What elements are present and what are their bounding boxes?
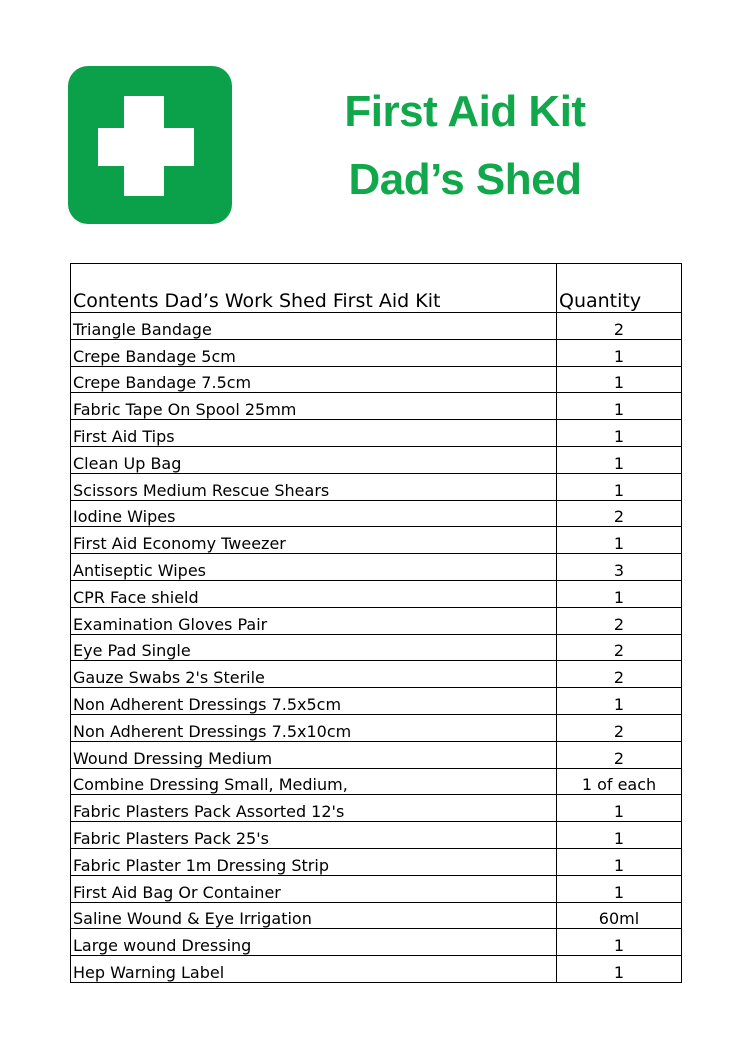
quantity-cell: 1 xyxy=(557,956,682,983)
item-name-cell: Fabric Plaster 1m Dressing Strip xyxy=(71,848,557,875)
item-name-cell: Hep Warning Label xyxy=(71,956,557,983)
quantity-cell: 1 xyxy=(557,795,682,822)
item-name-cell: First Aid Economy Tweezer xyxy=(71,527,557,554)
quantity-cell: 1 xyxy=(557,420,682,447)
item-name-cell: Antiseptic Wipes xyxy=(71,554,557,581)
item-name-cell: Wound Dressing Medium xyxy=(71,741,557,768)
item-name-cell: CPR Face shield xyxy=(71,580,557,607)
cross-horizontal-bar xyxy=(98,128,194,166)
table-row xyxy=(71,741,682,768)
column-header-contents: Contents Dad’s Work Shed First Aid Kit xyxy=(71,264,557,313)
table-body xyxy=(71,313,682,983)
item-name-cell: First Aid Tips xyxy=(71,420,557,447)
item-name-cell: Fabric Plasters Pack Assorted 12's xyxy=(71,795,557,822)
table-row xyxy=(71,393,682,420)
table-row xyxy=(71,446,682,473)
quantity-cell: 2 xyxy=(557,661,682,688)
quantity-cell: 1 xyxy=(557,366,682,393)
quantity-cell: 1 xyxy=(557,527,682,554)
table-row xyxy=(71,473,682,500)
quantity-cell: 2 xyxy=(557,313,682,340)
item-name-cell: Iodine Wipes xyxy=(71,500,557,527)
table-row xyxy=(71,929,682,956)
quantity-cell: 2 xyxy=(557,500,682,527)
title-line-1: First Aid Kit xyxy=(344,87,586,136)
quantity-cell: 1 xyxy=(557,875,682,902)
item-name-cell: Fabric Plasters Pack 25's xyxy=(71,822,557,849)
table-row xyxy=(71,848,682,875)
table-row xyxy=(71,554,682,581)
table-row xyxy=(71,688,682,715)
contents-table xyxy=(70,263,682,983)
item-name-cell: Large wound Dressing xyxy=(71,929,557,956)
table-row xyxy=(71,902,682,929)
table-row xyxy=(71,822,682,849)
table-row xyxy=(71,527,682,554)
table-row xyxy=(71,956,682,983)
quantity-cell: 3 xyxy=(557,554,682,581)
item-name-cell: Triangle Bandage xyxy=(71,313,557,340)
quantity-cell: 2 xyxy=(557,607,682,634)
item-name-cell: Examination Gloves Pair xyxy=(71,607,557,634)
table-row xyxy=(71,634,682,661)
quantity-cell: 1 xyxy=(557,848,682,875)
item-name-cell: First Aid Bag Or Container xyxy=(71,875,557,902)
table-row xyxy=(71,768,682,795)
quantity-cell: 2 xyxy=(557,634,682,661)
page-title xyxy=(300,78,630,214)
table-row xyxy=(71,420,682,447)
quantity-cell: 2 xyxy=(557,741,682,768)
table-header-row xyxy=(71,264,682,313)
item-name-cell: Saline Wound & Eye Irrigation xyxy=(71,902,557,929)
table-row xyxy=(71,580,682,607)
table-row xyxy=(71,339,682,366)
quantity-cell: 1 xyxy=(557,929,682,956)
quantity-cell: 1 xyxy=(557,688,682,715)
table-row xyxy=(71,500,682,527)
table-row xyxy=(71,714,682,741)
table-row xyxy=(71,366,682,393)
quantity-cell: 60ml xyxy=(557,902,682,929)
table-row xyxy=(71,661,682,688)
quantity-cell: 1 xyxy=(557,339,682,366)
item-name-cell: Scissors Medium Rescue Shears xyxy=(71,473,557,500)
item-name-cell: Gauze Swabs 2's Sterile xyxy=(71,661,557,688)
item-name-cell: Clean Up Bag xyxy=(71,446,557,473)
item-name-cell: Crepe Bandage 7.5cm xyxy=(71,366,557,393)
quantity-cell: 1 xyxy=(557,473,682,500)
item-name-cell: Eye Pad Single xyxy=(71,634,557,661)
quantity-cell: 1 xyxy=(557,822,682,849)
quantity-cell: 2 xyxy=(557,714,682,741)
quantity-cell: 1 xyxy=(557,446,682,473)
table-row xyxy=(71,607,682,634)
table-row xyxy=(71,795,682,822)
item-name-cell: Combine Dressing Small, Medium, xyxy=(71,768,557,795)
column-header-quantity: Quantity xyxy=(557,264,682,313)
table-row xyxy=(71,313,682,340)
quantity-cell: 1 of each xyxy=(557,768,682,795)
item-name-cell: Fabric Tape On Spool 25mm xyxy=(71,393,557,420)
item-name-cell: Non Adherent Dressings 7.5x5cm xyxy=(71,688,557,715)
quantity-cell: 1 xyxy=(557,580,682,607)
title-line-2: Dad’s Shed xyxy=(348,155,582,204)
table-row xyxy=(71,875,682,902)
first-aid-cross-icon xyxy=(68,66,232,224)
quantity-cell: 1 xyxy=(557,393,682,420)
item-name-cell: Crepe Bandage 5cm xyxy=(71,339,557,366)
item-name-cell: Non Adherent Dressings 7.5x10cm xyxy=(71,714,557,741)
